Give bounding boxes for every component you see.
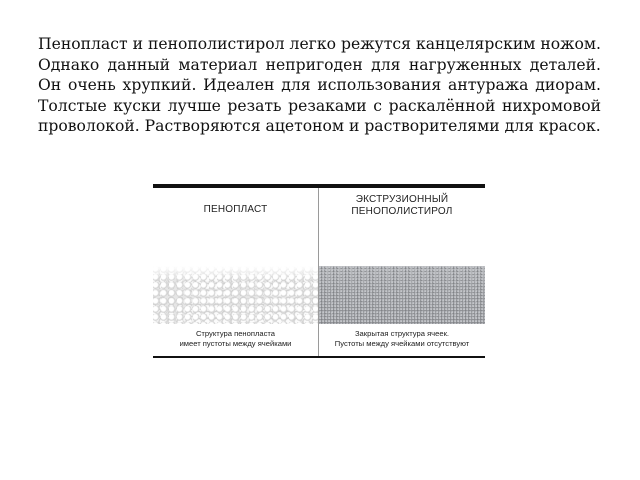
foam-header (153, 204, 318, 216)
xps-caption-line1: Закрытая структура ячеек. (354, 329, 450, 338)
xps-header-line2: ПЕНОПОЛИСТИРОЛ (351, 206, 453, 217)
figure-bottom-border (153, 356, 485, 358)
xps-caption (319, 329, 485, 349)
body-paragraph: Пенопласт и пенополистирол легко режутся канцелярским ножом. Однако данный материал непригоден для нагруженных деталей. Он очень хрупкий. Идеален для использования антуража диорам. Толстые куски лучше резать резаками с раскалённой нихромовой проволокой. Растворяются ацетоном и растворителями для красок. (38, 35, 601, 135)
xps-header (319, 194, 485, 218)
figure-top-border (153, 184, 485, 188)
xps-texture-photo (319, 266, 485, 324)
foam-caption (153, 329, 318, 349)
foam-header-text: ПЕНОПЛАСТ (203, 204, 268, 215)
xps-caption-line2: Пустоты между ячейками отсутствуют (334, 339, 470, 348)
foam-comparison-figure (153, 184, 485, 358)
foam-caption-line2: имеет пустоты между ячейками (179, 339, 292, 348)
xps-header-line1: ЭКСТРУЗИОННЫЙ (355, 194, 449, 205)
foam-texture-photo (153, 266, 318, 324)
foam-caption-line1: Структура пенопласта (195, 329, 276, 338)
